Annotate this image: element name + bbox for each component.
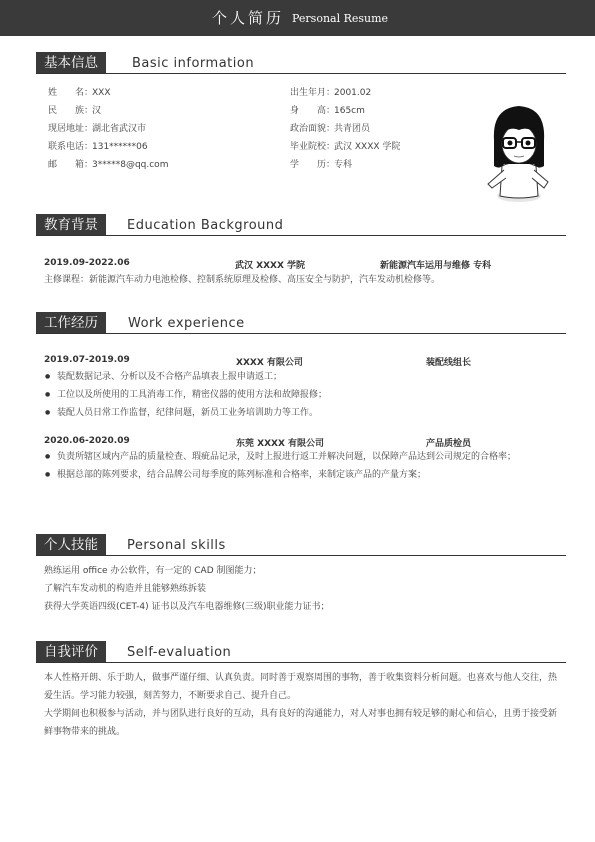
section-tag: 工作经历 (36, 312, 106, 334)
job-period: 2019.07-2019.09 (44, 355, 130, 365)
field-height: 身 高：165cm (290, 106, 365, 116)
section-title-en: Work experience (128, 316, 245, 331)
top-banner (0, 0, 595, 36)
section-tag: 基本信息 (36, 52, 106, 74)
section-tag: 自我评价 (36, 641, 106, 663)
section-title-en: Basic information (132, 56, 255, 71)
section-rule (36, 662, 566, 663)
field-birth: 出生年月：2001.02 (290, 88, 372, 98)
section-skills-header (36, 532, 566, 556)
section-work-header (36, 310, 566, 334)
field-political: 政治面貌：共青团员 (290, 124, 371, 134)
list-item: ● 负责所辖区域内产品的质量检查、瑕疵品记录，及时上报进行返工并解决问题，以保障产品达到公司规定的合格率； (44, 448, 564, 466)
section-basic-info-header (36, 50, 566, 74)
section-rule (36, 333, 566, 334)
section-tag: 教育背景 (36, 214, 106, 236)
section-self-eval-header (36, 639, 566, 663)
section-title-en: Personal skills (127, 538, 226, 553)
section-rule (36, 73, 566, 74)
field-degree: 学 历：专科 (290, 160, 353, 170)
self-eval-paragraph: 本人性格开朗、乐于助人，做事严谨仔细、认真负责。同时善于观察周围的事物，善于收集资料分析问题。也喜欢与他人交往，热爱生活。学习能力较强，刻苦努力，不断要求自己、提升自己。 (44, 673, 558, 701)
list-item: ● 根据总部的陈列要求，结合品牌公司每季度的陈列标准和合格率，来制定该产品的产量方案； (44, 466, 564, 484)
edu-period: 2019.09-2022.06 (44, 258, 130, 268)
self-eval-paragraph: 大学期间也积极参与活动，并与团队进行良好的互动，具有良好的沟通能力，对人对事也拥有较足够的耐心和信心，且勇于接受新鲜事物带来的挑战。 (44, 709, 558, 737)
job-duties (44, 368, 564, 422)
job-role: 装配线组长 (426, 358, 472, 368)
edu-major: 新能源汽车运用与维修 专科 (380, 261, 492, 271)
section-rule (36, 235, 566, 236)
section-title-en: Education Background (127, 218, 284, 233)
resume-title-cn: 个人简历 (212, 9, 285, 27)
edu-courses: 主修课程：新能源汽车动力电池检修、控制系统原理及检修、高压安全与防护，汽车发动机检修等。 (44, 275, 441, 285)
field-school: 毕业院校：武汉 XXXX 学院 (290, 142, 401, 152)
job-company: XXXX 有限公司 (236, 358, 303, 368)
skill-item: 熟练运用 office 办公软件，有一定的 CAD 制图能力； (44, 566, 262, 576)
avatar (482, 100, 556, 204)
resume-title-en: Personal Resume (292, 12, 389, 25)
section-title-en: Self-evaluation (127, 645, 232, 660)
list-item: ● 装配数据记录、分析以及不合格产品填表上报申请返工； (44, 368, 564, 386)
skill-item: 了解汽车发动机的构造并且能够熟练拆装 (44, 584, 207, 594)
field-phone: 联系电话：131******06 (48, 142, 148, 152)
list-item: ● 装配人员日常工作监督，纪律问题，新员工业务培训助力等工作。 (44, 404, 564, 422)
field-name: 姓 名：XXX (48, 88, 111, 98)
field-email: 邮 箱：3*****8@qq.com (48, 160, 169, 170)
job-role: 产品质检员 (426, 439, 472, 449)
job-duties (44, 448, 564, 484)
job-period: 2020.06-2020.09 (44, 436, 130, 446)
job-company: 东莞 XXXX 有限公司 (236, 439, 325, 449)
section-education-header (36, 212, 566, 236)
section-tag: 个人技能 (36, 534, 106, 556)
field-ethnicity: 民 族：汉 (48, 106, 102, 116)
skill-item: 获得大学英语四级(CET-4) 证书以及汽车电器维修(三级)职业能力证书； (44, 602, 330, 612)
field-address: 现居地址：湖北省武汉市 (48, 124, 147, 134)
section-rule (36, 555, 566, 556)
list-item: ● 工位以及所使用的工具消毒工作，精密仪器的使用方法和故障报修； (44, 386, 564, 404)
edu-school: 武汉 XXXX 学院 (235, 261, 306, 271)
